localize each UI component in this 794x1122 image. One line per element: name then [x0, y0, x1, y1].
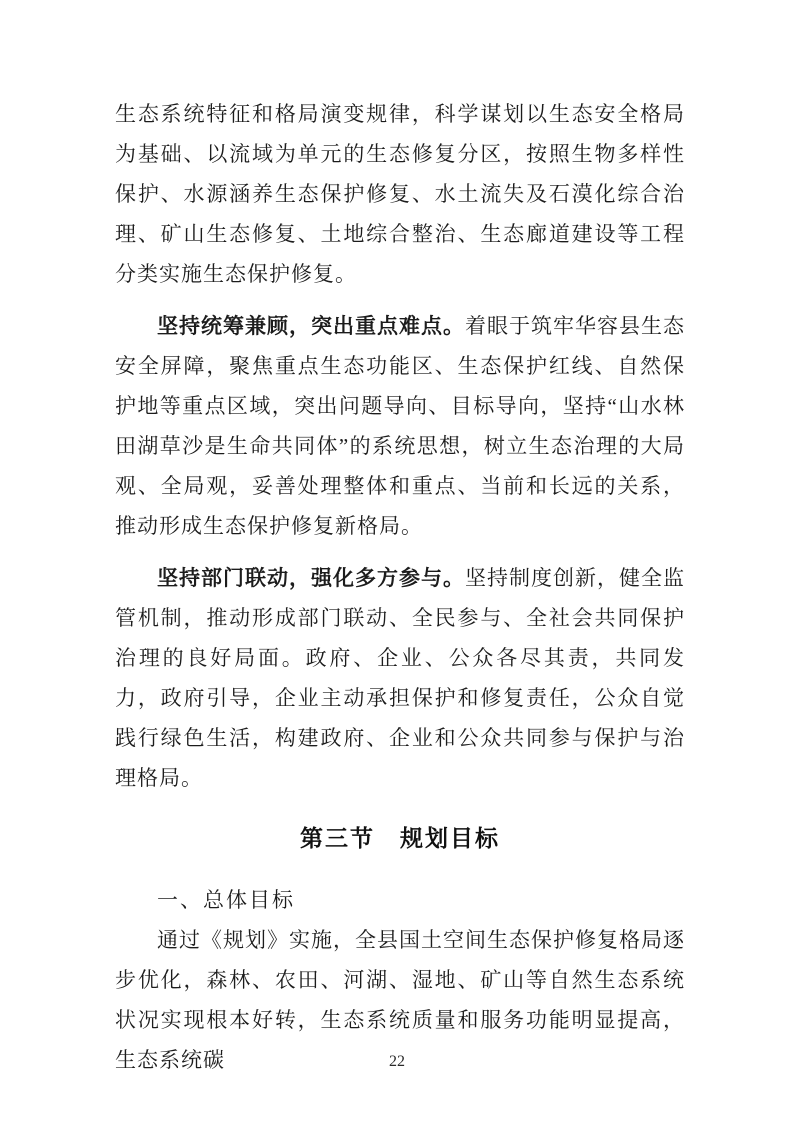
- paragraph-text: 着眼于筑牢华容县生态安全屏障，聚焦重点生态功能区、生态保护红线、自然保护地等重点区域，突出问题导向、目标导向，坚持“山水林田湖草沙是生命共同体”的系统思想，树立生态治理的大局观、全局观，妥善处理整体和重点、当前和长远的关系，推动形成生态保护修复新格局。: [115, 314, 685, 538]
- body-paragraph: 通过《规划》实施，全县国土空间生态保护修复格局逐步优化，森林、农田、河湖、湿地、矿山等自然生态系统状况实现根本好转，生态系统质量和服务功能明显提高，生态系统碳: [115, 928, 685, 1072]
- body-paragraph-continuation: 生态系统特征和格局演变规律，科学谋划以生态安全格局为基础、以流域为单元的生态修复分区，按照生物多样性保护、水源涵养生态保护修复、水土流失及石漠化综合治理、矿山生态修复、土地综合整治、生态廊道建设等工程分类实施生态保护修复。: [115, 102, 685, 286]
- paragraph-lead-bold: 坚持统筹兼顾，突出重点难点。: [157, 314, 465, 338]
- paragraph-text: 坚持制度创新，健全监管机制，推动形成部门联动、全民参与、全社会共同保护治理的良好局面。政府、企业、公众各尽其责，共同发力，政府引导，企业主动承担保护和修复责任，公众自觉践行绿色生活，构建政府、企业和公众共同参与保护与治理格局。: [115, 566, 685, 790]
- body-paragraph: [115, 306, 685, 546]
- section-heading: 第三节 规划目标: [300, 825, 500, 851]
- subsection-heading: 一、总体目标: [157, 888, 295, 912]
- paragraph-lead-bold: 坚持部门联动，强化多方参与。: [157, 566, 465, 590]
- text-column: [115, 94, 685, 1080]
- page-number: 22: [389, 1053, 405, 1070]
- body-paragraph: [115, 558, 685, 798]
